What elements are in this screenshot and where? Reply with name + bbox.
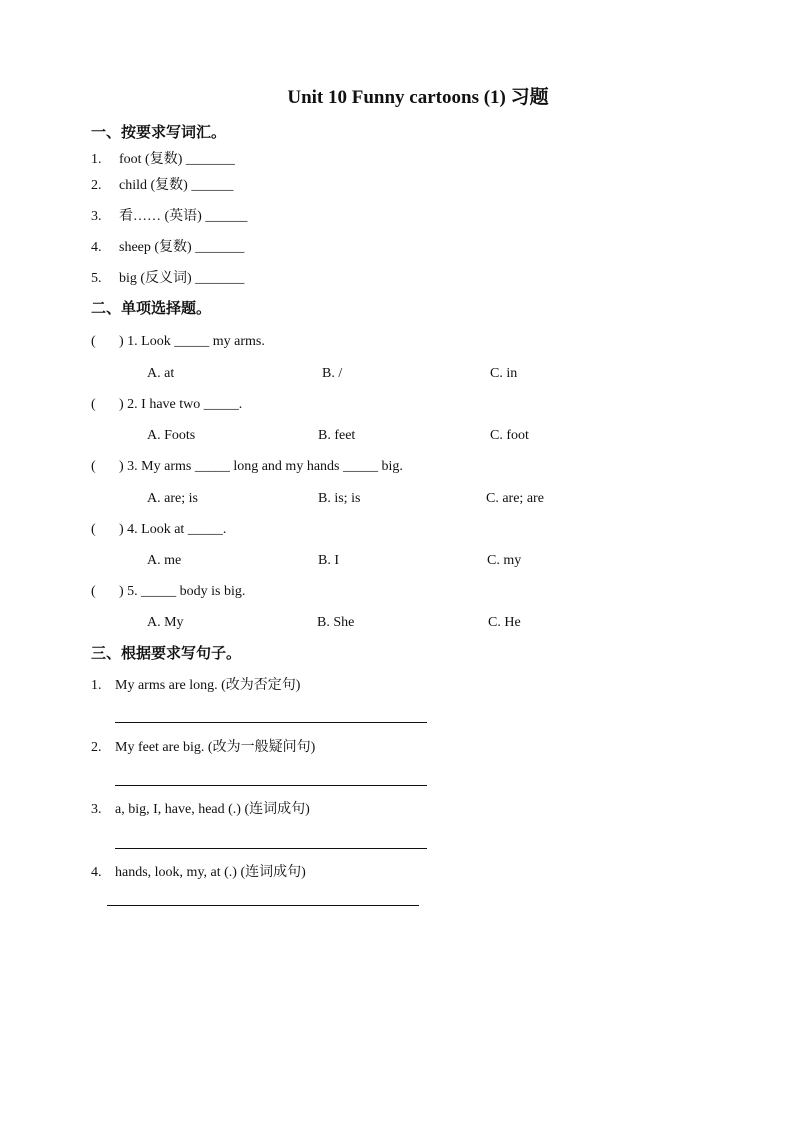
s3-item-4-number: 4.: [91, 865, 102, 880]
s1-item-3-number: 3.: [91, 209, 102, 224]
q5-option-a: A. My: [147, 615, 184, 630]
s1-item-4-text: sheep (复数) _______: [119, 240, 245, 255]
s3-item-3-text: a, big, I, have, head (.) (连词成句): [115, 802, 310, 817]
q1-answer-paren: (: [91, 334, 96, 349]
q4-option-c: C. my: [487, 553, 522, 568]
section-3-heading: 三、根据要求写句子。: [91, 646, 242, 662]
s1-item-2-text: child (复数) ______: [119, 178, 234, 193]
s1-item-5-number: 5.: [91, 271, 102, 286]
s3-item-1-answer-line[interactable]: [115, 722, 427, 723]
q3-option-a: A. are; is: [147, 491, 198, 506]
s1-item-2-number: 2.: [91, 178, 102, 193]
q5-option-b: B. She: [317, 615, 355, 630]
q5-answer-paren: (: [91, 584, 96, 599]
s1-item-1-text: foot (复数) _______: [119, 152, 235, 167]
s3-item-1-number: 1.: [91, 678, 102, 693]
q1-option-c: C. in: [490, 366, 518, 381]
q2-option-a: A. Foots: [147, 428, 196, 443]
q4-option-b: B. I: [318, 553, 339, 568]
s3-item-2-answer-line[interactable]: [115, 785, 427, 786]
s3-item-3-answer-line[interactable]: [115, 848, 427, 849]
q3-answer-paren: (: [91, 459, 96, 474]
q4-answer-paren: (: [91, 522, 96, 537]
q3-option-c: C. are; are: [486, 491, 544, 506]
s1-item-4-number: 4.: [91, 240, 102, 255]
section-1-heading: 一、按要求写词汇。: [91, 125, 227, 141]
section-2-heading: 二、单项选择题。: [91, 301, 212, 317]
q3-option-b: B. is; is: [318, 491, 361, 506]
page-title: Unit 10 Funny cartoons (1) 习题: [287, 87, 549, 108]
s3-item-1-text: My arms are long. (改为否定句): [115, 678, 301, 693]
q2-option-c: C. foot: [490, 428, 529, 443]
q5-option-c: C. He: [488, 615, 521, 630]
q1-option-b: B. /: [322, 366, 343, 381]
q1-option-a: A. at: [147, 366, 175, 381]
s3-item-4-text: hands, look, my, at (.) (连词成句): [115, 865, 306, 880]
s3-item-2-text: My feet are big. (改为一般疑问句): [115, 740, 316, 755]
q4-option-a: A. me: [147, 553, 182, 568]
s3-item-3-number: 3.: [91, 802, 102, 817]
q1-stem: ) 1. Look _____ my arms.: [119, 334, 265, 349]
s3-item-2-number: 2.: [91, 740, 102, 755]
q5-stem: ) 5. _____ body is big.: [119, 584, 246, 599]
s1-item-5-text: big (反义词) _______: [119, 271, 245, 286]
q2-option-b: B. feet: [318, 428, 356, 443]
s1-item-1-number: 1.: [91, 152, 102, 167]
q2-answer-paren: (: [91, 397, 96, 412]
q3-stem: ) 3. My arms _____ long and my hands _____ big.: [119, 459, 403, 474]
q4-stem: ) 4. Look at _____.: [119, 522, 227, 537]
s1-item-3-text: 看…… (英语) ______: [119, 209, 248, 224]
s3-item-4-answer-line[interactable]: [107, 905, 419, 906]
q2-stem: ) 2. I have two _____.: [119, 397, 243, 412]
